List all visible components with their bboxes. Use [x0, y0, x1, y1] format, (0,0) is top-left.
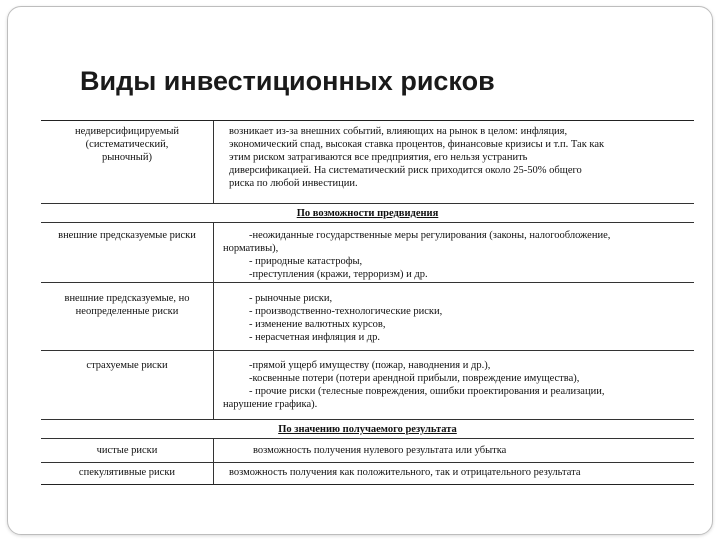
description-line: - природные катастрофы, [249, 256, 363, 267]
result-risk-label: спекулятивные риски [78, 467, 176, 478]
description-line: этим риском затрагиваются все предприятия, его нельзя устранить [229, 152, 528, 163]
forecast-risk-label [41, 292, 213, 318]
description-line: нарушение графика). [223, 399, 318, 410]
description-line: риска по любой инвестиции. [229, 178, 358, 189]
column-divider [213, 438, 214, 462]
description-line: - рыночные риски, [249, 293, 333, 304]
row-divider [41, 438, 694, 439]
description-line: - производственно-технологические риски, [249, 306, 443, 317]
label-line: рыночный) [102, 152, 152, 163]
systematic-risk-label [41, 125, 213, 164]
label-line: внешние предсказуемые риски [58, 230, 196, 241]
label-line: неопределенные риски [75, 306, 179, 317]
column-divider [213, 350, 214, 419]
forecast-risk-description [223, 292, 688, 344]
description-line: -неожиданные государственные меры регулирования (законы, налогообложение, [249, 230, 611, 241]
description-line: экономический спад, высокая ставка процентов, финансовые кризисы и т.п. Так как [229, 139, 605, 150]
forecast-risk-description [223, 229, 688, 281]
row-divider [41, 222, 694, 223]
forecast-risk-label [41, 359, 213, 372]
description-line: нормативы), [223, 243, 279, 254]
description-line: - изменение валютных курсов, [249, 319, 386, 330]
label-line: недиверсифицируемый [74, 126, 180, 137]
description-line: диверсификацией. На систематический риск приходится около 25-50% общего [229, 165, 582, 176]
row-divider [41, 203, 694, 204]
row-divider [41, 462, 694, 463]
row-divider [41, 419, 694, 420]
result-risk-label: чистые риски [96, 445, 158, 456]
label-line: внешние предсказуемые, но [64, 293, 190, 304]
description-line: -прямой ущерб имуществу (пожар, наводнения и др.), [249, 360, 491, 371]
systematic-risk-description [229, 125, 694, 190]
result-risk-description: возможность получения как положительного, так и отрицательного результата [229, 467, 581, 478]
label-line: (систематический, [85, 139, 169, 150]
risk-table [41, 120, 694, 485]
label-line: страхуемые риски [86, 360, 168, 371]
forecast-risk-label [41, 229, 213, 242]
column-divider [213, 121, 214, 203]
description-line: - нерасчетная инфляция и др. [249, 332, 381, 343]
row-divider [41, 350, 694, 351]
section-header-forecast: По возможности предвидения [296, 208, 439, 219]
column-divider [213, 462, 214, 484]
description-line: -косвенные потери (потери арендной прибыли, повреждение имущества), [249, 373, 580, 384]
description-line: - прочие риски (телесные повреждения, ошибки проектирования и реализации, [249, 386, 605, 397]
section-header-result: По значению получаемого результата [278, 424, 457, 435]
result-risk-description: возможность получения нулевого результата или убытка [253, 445, 507, 456]
slide-title: Виды инвестиционных рисков [80, 66, 495, 96]
description-line: -преступления (кражи, терроризм) и др. [249, 269, 428, 280]
column-divider [213, 222, 214, 282]
column-divider [213, 282, 214, 350]
description-line: возникает из-за внешних событий, влияющих на рынок в целом: инфляция, [229, 126, 568, 137]
forecast-risk-description [223, 359, 688, 411]
row-divider [41, 282, 694, 283]
